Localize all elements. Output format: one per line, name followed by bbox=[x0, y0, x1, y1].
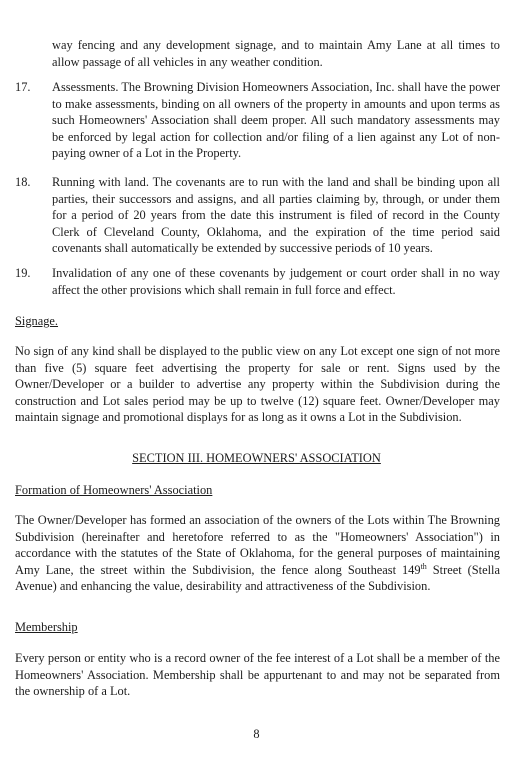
item-text-19: Invalidation of any one of these covenants by judgement or court order shall in no way affect the other provisions which shall remain in full force and effect. bbox=[52, 266, 500, 297]
signage-heading: Signage. bbox=[15, 314, 59, 328]
item-text-18: Running with land. The covenants are to run with the land and shall be binding upon all parties, their successors and assigns, and all parties claiming by, through, or under them for a period of 20 years from the date this instrument is filed of record in the County Clerk of Cleveland County, Oklahoma, and the expiration of the time period said covenants shall automatically be extended by successive periods of 10 years. bbox=[52, 175, 500, 256]
membership-heading: Membership bbox=[15, 620, 78, 634]
item-number-18: 18. bbox=[15, 175, 31, 189]
formation-heading: Formation of Homeowners' Association bbox=[15, 483, 213, 497]
continuation-paragraph: way fencing and any development signage, and to maintain Amy Lane at all times to allow passage of all vehicles in any weather condition. bbox=[52, 38, 500, 69]
item-text-17: Assessments. The Browning Division Homeowners Association, Inc. shall have the power to make assessments, binding on all owners of the property in amounts and upon terms as such Homeowners' Association shall deem proper. All such mandatory assessments may be enforced by legal action for collection and/or filing of a lien against any Lot of non-paying owner of a Lot in the Property. bbox=[52, 80, 500, 161]
signage-paragraph: No sign of any kind shall be displayed to the public view on any Lot except one sign of not more than five (5) square feet advertising the property for sale or rent. Signs used by the Owner/Developer or a builder to advertise any property within the Subdivision during the construction and Lot sales period may be up to twelve (12) square feet. Owner/Developer may maintain signage and promotional displays for as long as it owns a Lot in the Subdivision. bbox=[15, 344, 500, 425]
page-number: 8 bbox=[253, 727, 260, 741]
item-number-17: 17. bbox=[15, 80, 31, 94]
item-number-19: 19. bbox=[15, 266, 31, 280]
membership-paragraph: Every person or entity who is a record owner of the fee interest of a Lot shall be a member of the Homeowners' Association. Membership shall be appurtenant to and may not be separated from the ownership of a Lot. bbox=[15, 651, 500, 699]
section-heading: SECTION III. HOMEOWNERS' ASSOCIATION bbox=[132, 451, 381, 465]
formation-paragraph: The Owner/Developer has formed an association of the owners of the Lots within The Browning Subdivision (hereinafter and heretofore referred to as the "Homeowners' Association") in accordance with the statutes of the State of Oklahoma, for the general purposes of maintaining Amy Lane, the street within the Subdivision, the fence along Southeast 149th Street (Stella Avenue) and enhancing the value, desirability and attractiveness of the Subdivision. bbox=[15, 513, 500, 594]
